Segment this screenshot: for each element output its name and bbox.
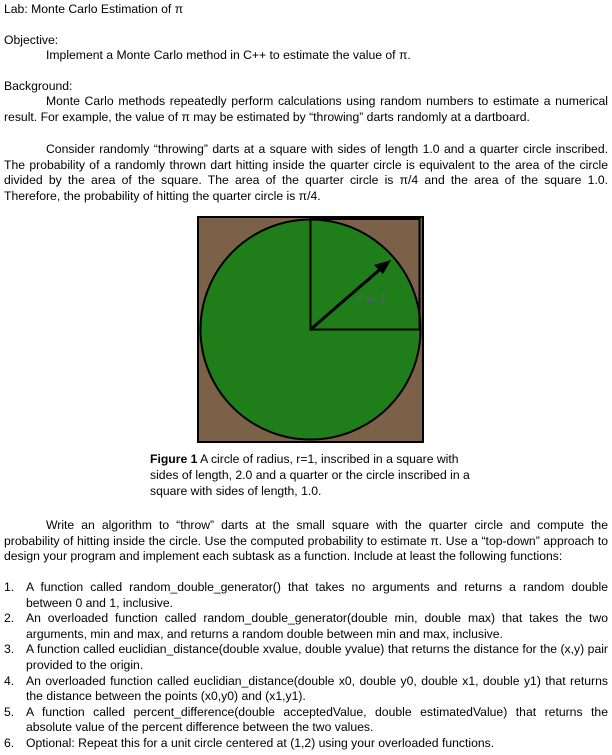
list-item: 4. An overloaded function called euclidian_distance(double x0, double y0, double x1, double y1) that returns the distance between the points (x0,y0) and (x1,y1). (4, 673, 608, 704)
background-paragraph-2: Consider randomly “throwing” darts at a square with sides of length 1.0 and a quarter circle inscribed. The probability of a randomly thrown dart hitting inside the quarter circle is equivalent to the area of the circle divided by the area of the square. The area of the quarter circle is π/4 and the area of the square 1.0. Therefore, the probability of hitting the quarter circle is π/4. (4, 142, 608, 203)
monte-carlo-figure (197, 216, 424, 443)
figure-caption (150, 451, 480, 499)
caption-text: A circle of radius, r=1, inscribed in a square with sides of length, 2.0 and a quarter or the circle inscribed in a square with sides of length, 1.0. (150, 452, 470, 498)
objective-text: Implement a Monte Carlo method in C++ to estimate the value of π. (46, 48, 411, 62)
task-paragraph: Write an algorithm to “throw” darts at the small square with the quarter circle and compute the probability of hitting inside the circle. Use the computed probability to estimate π. Use a “top-down” approach to design your program and implement each subtask as a function. Include at least the following functions: (4, 518, 608, 564)
background-paragraph-1: Monte Carlo methods repeatedly perform calculations using random numbers to estimate a numerical result. For example, the value of π may be estimated by “throwing” darts randomly at a dartboard. (4, 94, 608, 124)
caption-label: Figure 1 (150, 452, 198, 466)
list-item: 3. A function called euclidian_distance(double xvalue, double yvalue) that returns the distance for the (x,y) pair provided to the origin. (4, 642, 608, 672)
function-list (4, 580, 608, 752)
radius-label: r = 1 (356, 292, 388, 306)
objective-heading: Objective: (4, 33, 59, 47)
list-item: 5. A function called percent_difference(double acceptedValue, double estimatedValue) that returns the absolute value of the percent difference between the two values. (4, 704, 608, 735)
list-item: 2. An overloaded function called random_double_generator(double min, double max) that takes the two arguments, min and max, and returns a random double between min and max, inclusive. (4, 611, 608, 641)
list-item: 1. A function called random_double_generator() that takes no arguments and returns a random double between 0 and 1, inclusive. (4, 580, 608, 610)
lab-title: Lab: Monte Carlo Estimation of π (4, 2, 184, 16)
background-heading: Background: (4, 79, 73, 93)
list-item: 6. Optional: Repeat this for a unit circle centered at (1,2) using your overloaded functions. (4, 735, 495, 750)
